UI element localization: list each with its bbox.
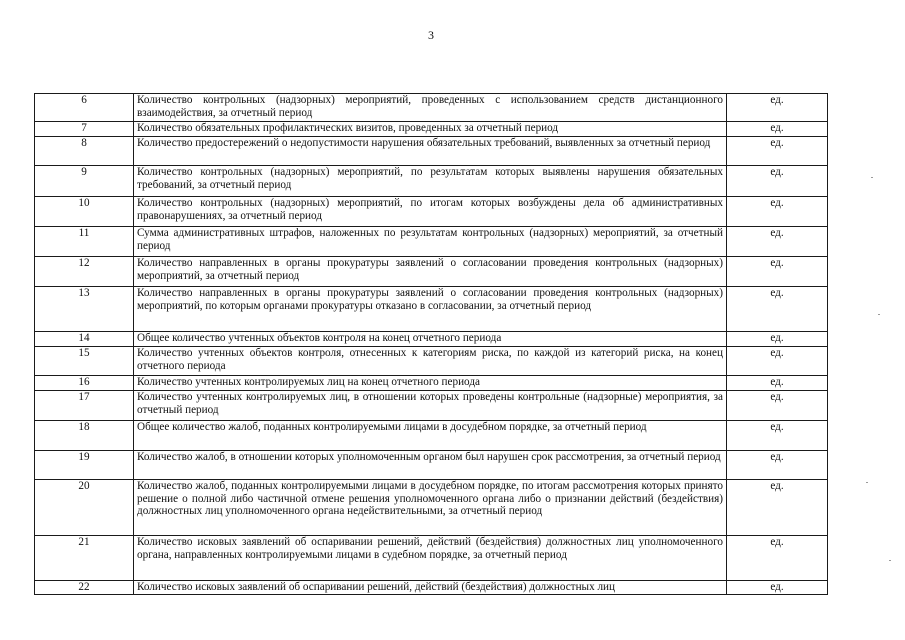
table-row xyxy=(35,421,828,451)
row-number: 12 xyxy=(35,257,134,287)
row-number: 13 xyxy=(35,287,134,332)
row-description: Количество направленных в органы прокуратуры заявлений о согласовании проведения контрольных (надзорных) мероприятий, по которым органами прокуратуры отказано в согласовании, за отчетный период xyxy=(134,287,727,332)
row-unit: ед. xyxy=(727,287,828,332)
row-description: Количество учтенных контролируемых лиц на конец отчетного периода xyxy=(134,376,727,391)
row-number: 11 xyxy=(35,227,134,257)
row-number: 15 xyxy=(35,347,134,376)
row-unit: ед. xyxy=(727,227,828,257)
row-number: 8 xyxy=(35,137,134,166)
row-description: Количество учтенных объектов контроля, отнесенных к категориям риска, по каждой из категорий риска, на конец отчетного периода xyxy=(134,347,727,376)
scan-speck xyxy=(866,482,868,483)
scan-speck xyxy=(871,177,873,178)
row-unit: ед. xyxy=(727,197,828,227)
row-unit: ед. xyxy=(727,257,828,287)
row-description: Количество исковых заявлений об оспаривании решений, действий (бездействия) должностных лиц уполномоченного органа, направленных контролируемыми лицами в судебном порядке, за отчетный период xyxy=(134,536,727,581)
row-number: 17 xyxy=(35,391,134,421)
row-unit: ед. xyxy=(727,581,828,595)
scan-speck xyxy=(878,314,880,315)
table-row xyxy=(35,581,828,595)
table-row xyxy=(35,480,828,536)
table-row xyxy=(35,451,828,480)
row-number: 20 xyxy=(35,480,134,536)
row-unit: ед. xyxy=(727,480,828,536)
row-description: Количество жалоб, поданных контролируемыми лицами в досудебном порядке, по итогам рассмотрения которых принято решение о полной либо частичной отмене решения уполномоченного органа либо о признании действий (бездействия) должностных лиц уполномоченного органа недействительными, за отчетный период xyxy=(134,480,727,536)
table-row xyxy=(35,94,828,122)
row-number: 9 xyxy=(35,166,134,197)
row-description: Количество учтенных контролируемых лиц, в отношении которых проведены контрольные (надзорные) мероприятия, за отчетный период xyxy=(134,391,727,421)
row-description: Количество жалоб, в отношении которых уполномоченным органом был нарушен срок рассмотрения, за отчетный период xyxy=(134,451,727,480)
row-unit: ед. xyxy=(727,332,828,347)
row-number: 19 xyxy=(35,451,134,480)
row-unit: ед. xyxy=(727,451,828,480)
row-number: 21 xyxy=(35,536,134,581)
row-unit: ед. xyxy=(727,166,828,197)
table-row xyxy=(35,332,828,347)
table-row xyxy=(35,376,828,391)
table-row xyxy=(35,257,828,287)
row-unit: ед. xyxy=(727,94,828,122)
row-description: Количество контрольных (надзорных) мероприятий, проведенных с использованием средств дистанционного взаимодействия, за отчетный период xyxy=(134,94,727,122)
table-row xyxy=(35,197,828,227)
table-row xyxy=(35,122,828,137)
row-unit: ед. xyxy=(727,391,828,421)
row-description: Количество контрольных (надзорных) мероприятий, по итогам которых возбуждены дела об административных правонарушениях, за отчетный период xyxy=(134,197,727,227)
row-description: Общее количество учтенных объектов контроля на конец отчетного периода xyxy=(134,332,727,347)
table-row xyxy=(35,391,828,421)
row-number: 6 xyxy=(35,94,134,122)
row-description: Сумма административных штрафов, наложенных по результатам контрольных (надзорных) мероприятий, за отчетный период xyxy=(134,227,727,257)
row-unit: ед. xyxy=(727,347,828,376)
row-unit: ед. xyxy=(727,122,828,137)
table-row xyxy=(35,287,828,332)
row-number: 10 xyxy=(35,197,134,227)
row-description: Количество исковых заявлений об оспаривании решений, действий (бездействия) должностных лиц xyxy=(134,581,727,595)
row-description: Количество предостережений о недопустимости нарушения обязательных требований, выявленных за отчетный период xyxy=(134,137,727,166)
row-description: Количество направленных в органы прокуратуры заявлений о согласовании проведения контрольных (надзорных) мероприятий, за отчетный период xyxy=(134,257,727,287)
table-row xyxy=(35,137,828,166)
row-description: Количество обязательных профилактических визитов, проведенных за отчетный период xyxy=(134,122,727,137)
row-number: 16 xyxy=(35,376,134,391)
indicators-table xyxy=(34,93,828,595)
scan-speck xyxy=(889,560,891,561)
row-description: Общее количество жалоб, поданных контролируемыми лицами в досудебном порядке, за отчетный период xyxy=(134,421,727,451)
row-number: 22 xyxy=(35,581,134,595)
row-number: 7 xyxy=(35,122,134,137)
row-unit: ед. xyxy=(727,536,828,581)
table-row xyxy=(35,347,828,376)
page-number: 3 xyxy=(428,28,434,42)
table-row xyxy=(35,536,828,581)
table-row xyxy=(35,227,828,257)
row-description: Количество контрольных (надзорных) мероприятий, по результатам которых выявлены нарушения обязательных требований, за отчетный период xyxy=(134,166,727,197)
row-number: 18 xyxy=(35,421,134,451)
row-unit: ед. xyxy=(727,421,828,451)
table-row xyxy=(35,166,828,197)
row-unit: ед. xyxy=(727,376,828,391)
row-number: 14 xyxy=(35,332,134,347)
row-unit: ед. xyxy=(727,137,828,166)
